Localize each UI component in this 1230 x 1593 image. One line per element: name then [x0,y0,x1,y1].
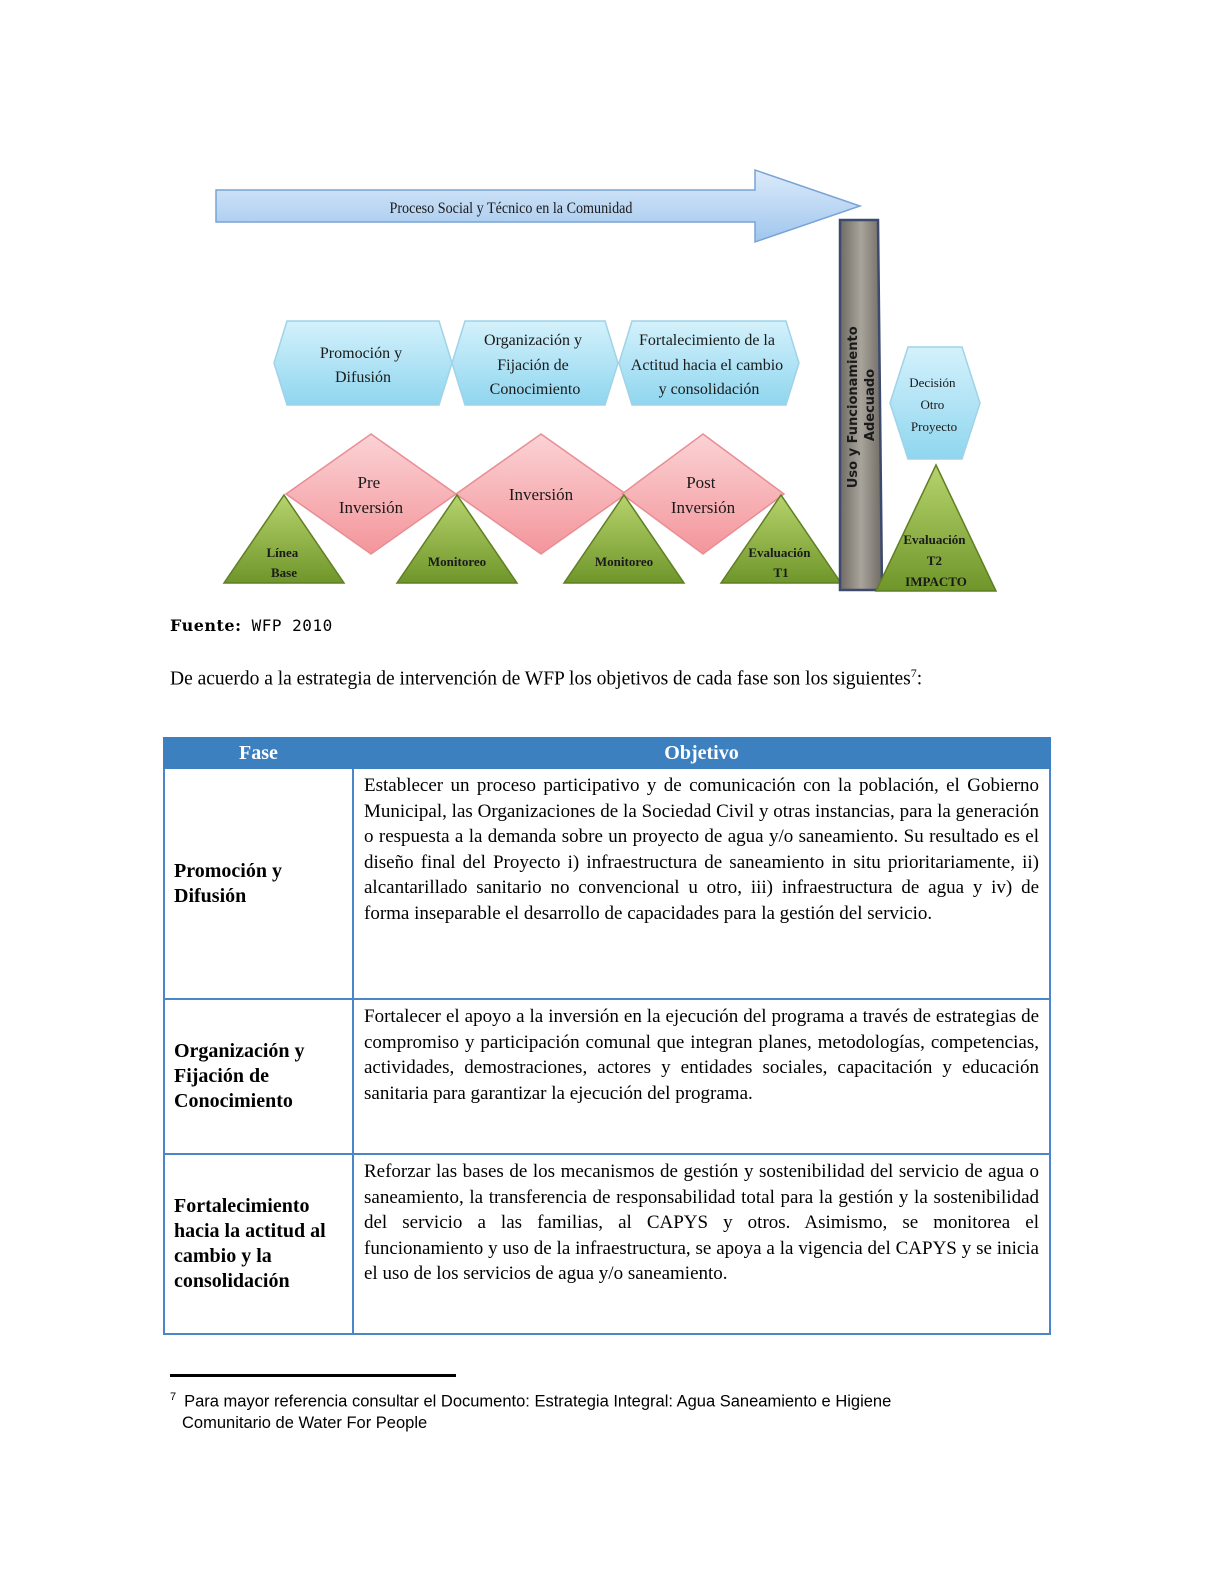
decision-otro-proyecto [890,347,980,459]
triangle-4-line-1: Evaluación [748,545,811,560]
hexagon-2-line-1: Organización y [484,332,582,349]
diamond-1-line-1: Pre [357,473,381,492]
triangle-1-line-2: Base [271,565,297,580]
footnote-number: 7 [170,1391,177,1403]
decision-line-1: Decisión [909,375,956,390]
triangle-1-line-1: Línea [266,545,299,560]
source-value: WFP 2010 [251,616,333,635]
svg-text:Organización y Fijación [484,332,586,398]
figure-source [170,616,333,635]
final-triangle-line-2: T2 [926,553,942,568]
table-row [164,768,1050,999]
header-fase: Fase [164,738,353,768]
fase-cell: Promoción y Difusión [164,768,353,999]
intro-text: De acuerdo a la estrategia de intervención de WFP los objetivos de cada fase son los siguientes [170,668,911,690]
triangle-2-line-1: Monitoreo [427,554,487,569]
final-triangle-line-3: IMPACTO [905,574,967,589]
hexagon-2-line-3: Conocimiento [489,381,581,398]
intro-suffix: : [916,668,923,690]
phase-hexagon-promocion [274,321,452,405]
intervention-strategy-diagram [0,0,1230,610]
table-row [164,999,1050,1154]
intro-paragraph [170,660,1046,693]
diamond-3-line-1: Post [686,473,716,492]
fase-cell: Organización y Fijación de Conocimiento [164,999,353,1154]
uso-funcionamiento-bar [840,220,882,590]
hexagon-1-line-2: Difusión [335,369,391,386]
phase-hexagon-fortalecimiento [619,321,799,405]
hexagon-1-line-1: Promoción y [319,345,403,362]
header-objetivo: Objetivo [353,738,1050,768]
process-arrow-label: Proceso Social y Técnico en la Comunidad [389,200,633,217]
triangle-3-line-1: Monitoreo [594,554,654,569]
source-label: Fuente: [170,616,242,635]
table-header-row [164,738,1050,768]
diamond-1-line-2: Inversión [338,498,404,517]
hexagon-3-line-3: y consolidación [658,381,760,398]
footnote-separator [170,1374,456,1377]
diamond-2-line-1: Inversión [508,485,574,504]
triangle-evaluacion-t2-impacto [876,465,996,591]
table-row [164,1154,1050,1334]
decision-line-2: Otro [920,397,945,412]
footnote-line-2: Comunitario de Water For People [182,1413,428,1432]
hexagon-2-line-2: Fijación de [497,357,569,374]
decision-line-3: Proyecto [910,419,958,434]
triangle-4-line-2: T1 [773,565,789,580]
process-arrow [216,170,860,242]
footnote [170,1387,1046,1434]
objetivo-cell: Establecer un proceso participativo y de comunicación con la población, el Gobierno Municipal, las Organizaciones de la Sociedad Civil y otras instancias, para la generación o respuesta a la demanda sobre un proyecto de agua y/o saneamiento. Su resultado es el diseño final del Proyecto i) infraestructura de saneamiento in situ prioritariamente, ii) alcantarillado sanitario no convencional u otro, iii) infraestructura de agua y iv) de forma inseparable el desarrollo de capacidades para la gestión del servicio. [353,768,1050,999]
objetivo-cell: Fortalecer el apoyo a la inversión en la ejecución del programa a través de estrategias de compromiso y participación comunal que integran planes, metodologías, competencias, actividades, demostraciones, actores y entidades sociales, capacitación y educación sanitaria para garantizar la ejecución del programa. [353,999,1050,1154]
fase-cell: Fortalecimiento hacia la actitud al cambio y la consolidación [164,1154,353,1334]
hexagon-3-line-2: Actitud hacia el cambio [630,357,784,374]
phase-hexagon-organizacion [452,321,618,405]
objetivo-cell: Reforzar las bases de los mecanismos de gestión y sostenibilidad del servicio de agua o saneamiento, la transferencia de responsabilidad total para la gestión y la sostenibilidad del servicio a las familias, al CAPYS y otros. Asimismo, se monitorea el funcionamiento y uso de la infraestructura, se apoya a la vigencia del CAPYS y se inicia el uso de los servicios de agua y/o saneamiento. [353,1154,1050,1334]
bar-line-2: Adecuado [863,368,878,442]
hexagon-3-line-1: Fortalecimiento de la [639,332,775,349]
diamond-3-line-2: Inversión [670,498,736,517]
bar-line-1: Uso y Funcionamiento [846,326,861,489]
footnote-line-1: Para mayor referencia consultar el Documento: Estrategia Integral: Agua Saneamiento e Higiene [184,1392,892,1411]
phase-objectives-table [163,737,1051,1335]
final-triangle-line-1: Evaluación [903,532,966,547]
svg-text:Inversión [509,485,574,504]
footnote-reference: 7 [910,666,917,680]
